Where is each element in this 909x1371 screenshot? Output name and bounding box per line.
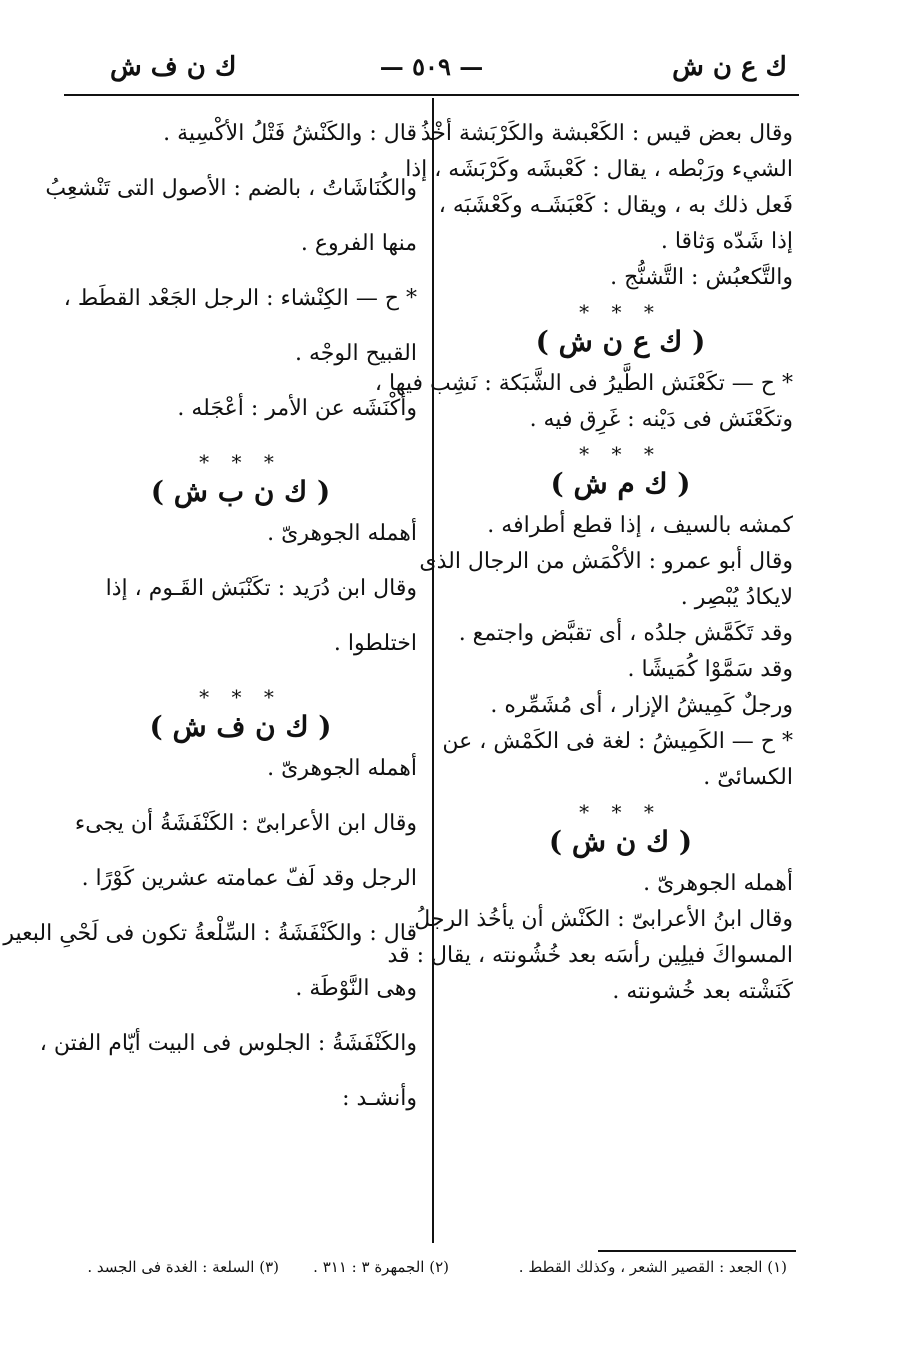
text-line: والكُنَاشَاتُ ، بالضم : الأصول التى تَنْشعِبُ xyxy=(45,176,417,201)
column-divider xyxy=(432,98,434,1243)
text-line: وقال ابنُ الأعرابىّ : الكَنْش أن يأخُذ الرجلُ xyxy=(414,907,793,932)
text-line: الكسائىّ . xyxy=(703,765,793,790)
text-line: لايكادُ يُبْصِر . xyxy=(680,585,793,610)
text-line: وهى النَّوْطَة . xyxy=(295,976,417,1001)
entry-heading: ( ك م ش ) xyxy=(550,467,691,500)
section-separator: * * * xyxy=(579,442,662,466)
text-line: وقد تَكَمَّش جلدُه ، أى تقبَّض واجتمع . xyxy=(458,621,793,646)
text-line: وقال ابن دُرَيد : تكَنْبَش القَـوم ، إذا xyxy=(105,576,417,601)
text-line: ورجلٌ كَمِيشُ الإزار ، أى مُشَمِّره . xyxy=(490,693,793,718)
text-line: أهمله الجوهرىّ . xyxy=(267,756,417,781)
text-line: * ح — تكَعْنَش الطَّيرُ فى الشَّبَكة : نَشِب فيها ، xyxy=(374,371,793,396)
page-header xyxy=(64,52,799,92)
text-line: قال : والكَنْشُ فَتْلُ الأكْسِية . xyxy=(163,121,417,146)
text-line: * ح — الكَمِيشُ : لغة فى الكَمْش ، عن xyxy=(442,729,793,754)
section-separator: * * * xyxy=(199,685,282,709)
text-line: وقال بعض قيس : الكَعْبشة والكَرْبَشة أخْذُ xyxy=(420,121,793,146)
header-rule xyxy=(64,94,799,96)
text-line: قال : والكَنْفَشَةُ : السِّلْعةُ تكون فى لَحْىِ البعير xyxy=(3,921,417,946)
text-line: القبيح الوجْه . xyxy=(295,341,417,366)
entry-heading: ( ك ع ن ش ) xyxy=(535,325,706,358)
page-number: — ٥٠٩ — xyxy=(379,52,484,81)
section-separator: * * * xyxy=(579,300,662,324)
footnote-1: (١) الجعد : القصير الشعر ، وكذلك القطط . xyxy=(518,1258,787,1276)
footnote-rule xyxy=(598,1250,796,1252)
text-line: والكَنْفَشَةُ : الجلوس فى البيت أيّام الفتن ، xyxy=(39,1031,417,1056)
entry-heading: ( ك ن ف ش ) xyxy=(149,710,332,743)
text-line: كمشه بالسيف ، إذا قطع أطرافه . xyxy=(487,513,793,538)
text-line: اختلطوا . xyxy=(333,631,417,656)
footnote-2: (٢) الجمهرة ٣ : ٣١١ . xyxy=(313,1258,449,1276)
text-line: والتَّكعبُش : التَّشنُّج . xyxy=(610,265,793,290)
section-separator: * * * xyxy=(579,800,662,824)
footnote-3: (٣) السلعة : الغدة فى الجسد . xyxy=(87,1258,279,1276)
running-head-right: ك ع ن ش xyxy=(672,52,787,82)
text-line: وقال أبو عمرو : الأكْمَش من الرجال الذى xyxy=(419,549,793,574)
text-line: وقال ابن الأعرابىّ : الكَنْفَشَةُ أن يجىء xyxy=(74,811,417,836)
left-column xyxy=(3,120,417,1140)
text-line: وقد سَمَّوْا كُمَيشًا . xyxy=(627,657,793,682)
section-separator: * * * xyxy=(199,450,282,474)
footnotes xyxy=(64,1258,799,1288)
text-line: فَعل ذلك به ، ويقال : كَعْبَشَـه وكَعْشَبَه ، xyxy=(438,193,793,218)
text-line: وتكَعْنَش فى دَيْنه : غَرِق فيه . xyxy=(529,407,793,432)
text-line: أهمله الجوهرىّ . xyxy=(643,871,793,896)
text-line: الشيء ورَبْطه ، يقال : كَعْبشَه وكَرْبَشَه ، إذا xyxy=(405,157,793,182)
entry-heading: ( ك ن ش ) xyxy=(548,825,693,858)
text-line: منها الفروع . xyxy=(300,231,417,256)
text-line: * ح — الكِنْشاء : الرجل الجَعْد القطَط ، xyxy=(63,286,417,311)
text-line: أهمله الجوهرىّ . xyxy=(267,521,417,546)
text-line: الرجل وقد لَفّ عمامته عشرين كَوْرًا . xyxy=(81,866,417,891)
text-line: المسواكَ فيلِين رأسَه بعد خُشُونته ، يقال : قد xyxy=(387,943,793,968)
text-line: إذا شَدّه وَثاقا . xyxy=(660,229,793,254)
text-line: وأكْنَشَه عن الأمر : أعْجَله . xyxy=(177,396,417,421)
running-head-left: ك ن ف ش xyxy=(110,52,237,82)
entry-heading: ( ك ن ب ش ) xyxy=(150,475,331,508)
text-line: وأنشـد : xyxy=(342,1086,417,1111)
text-line: كَنَشْته بعد خُشونته . xyxy=(612,979,793,1004)
